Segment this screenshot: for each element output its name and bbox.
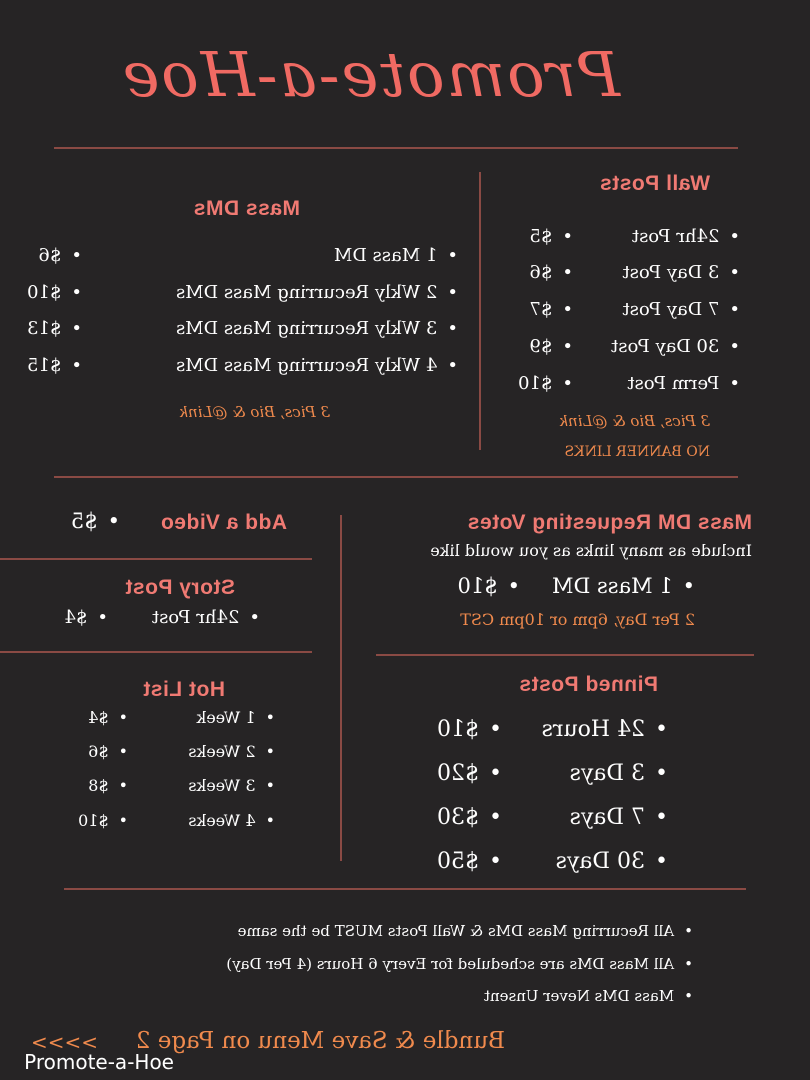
list-item: • 4 Wkly Recurring Mass DMs (176, 355, 458, 376)
list-item: • 3 Wkly Recurring Mass DMs (176, 318, 458, 339)
list-item-price: • $10 (27, 282, 82, 303)
story-post-price: • $4 (64, 607, 108, 628)
add-video-heading: Add a Video (160, 511, 287, 534)
mass-dms-heading: Mass DMs (193, 197, 300, 220)
list-item-price: • $13 (27, 318, 82, 339)
list-item: • 30 Days (556, 849, 668, 874)
divider (479, 172, 481, 450)
list-item: • 30 Day Post (611, 336, 740, 357)
votes-item: • 1 Mass DM (552, 574, 695, 598)
bundle-link[interactable]: Bundle & Save Menu on Page 2 (135, 1028, 505, 1054)
overlay-label: Promote-a-Hoe (24, 1050, 174, 1074)
divider (340, 515, 342, 861)
divider (376, 654, 754, 656)
list-item: • 4 Weeks (188, 811, 275, 830)
footer-note: • Mass DMs Never Unsent (484, 987, 693, 1005)
list-item: • 1 Week (197, 708, 275, 727)
divider (54, 476, 738, 478)
list-item-price: • $10 (518, 373, 573, 394)
list-item-price: • $30 (437, 805, 502, 830)
list-item-price: • $10 (78, 811, 128, 830)
list-item-price: • $6 (88, 742, 128, 761)
footer-note: • All Mass DMs are scheduled for Every 6 Hours (4 Per Day) (226, 955, 693, 973)
list-item: • 2 Wkly Recurring Mass DMs (176, 282, 458, 303)
list-item-price: • $8 (88, 776, 128, 795)
list-item-price: • $5 (529, 226, 573, 247)
add-video-price: • $5 (71, 509, 120, 533)
list-item-price: • $4 (88, 708, 128, 727)
list-item: • 24hr Post (632, 226, 740, 247)
list-item: • 3 Day Post (622, 262, 740, 283)
story-post-item: • 24hr Post (152, 607, 260, 628)
divider (54, 147, 738, 149)
list-item-price: • $6 (529, 262, 573, 283)
list-item: • 3 Weeks (188, 776, 275, 795)
hot-list-heading: Hot List (142, 678, 225, 701)
list-item-price: • $6 (38, 245, 82, 266)
story-post-heading: Story Post (124, 576, 235, 599)
divider (0, 651, 312, 653)
wall-posts-heading: Wall Posts (599, 172, 710, 195)
list-item-price: • $10 (437, 717, 502, 742)
pinned-posts-heading: Pinned Posts (518, 673, 658, 696)
votes-subtitle: Include as many links as you would like (430, 541, 752, 560)
list-item: • 7 Day Post (622, 299, 740, 320)
list-item: • 3 Days (570, 761, 668, 786)
wall-posts-note-banner: NO BANNER LINKS (564, 444, 710, 460)
list-item-price: • $7 (529, 299, 573, 320)
list-item: • 7 Days (570, 805, 668, 830)
votes-heading: Mass DM Requesting Votes (467, 511, 752, 534)
list-item-price: • $20 (437, 761, 502, 786)
list-item-price: • $15 (27, 355, 82, 376)
mass-dms-note: 3 Pics, Bio & @Link (178, 403, 330, 421)
footer-note: • All Recurring Mass DMs & Wall Posts MUST be the same (238, 922, 693, 940)
list-item: • Perm Post (627, 373, 740, 394)
list-item: • 2 Weeks (188, 742, 275, 761)
list-item-price: • $50 (437, 849, 502, 874)
votes-item-price: • $10 (458, 574, 520, 598)
list-item: • 24 Hours (542, 717, 668, 742)
list-item: • 1 Mass DM (334, 245, 458, 266)
divider (64, 888, 746, 890)
page-title: Promote-a-Hoe (120, 38, 620, 111)
votes-note: 2 Per Day, 6pm or 10pm CST (460, 610, 695, 629)
list-item-price: • $9 (529, 336, 573, 357)
bundle-arrows: >>>> (30, 1030, 98, 1054)
wall-posts-note: 3 Pics, Bio & @Link (558, 412, 710, 430)
divider (0, 558, 312, 560)
